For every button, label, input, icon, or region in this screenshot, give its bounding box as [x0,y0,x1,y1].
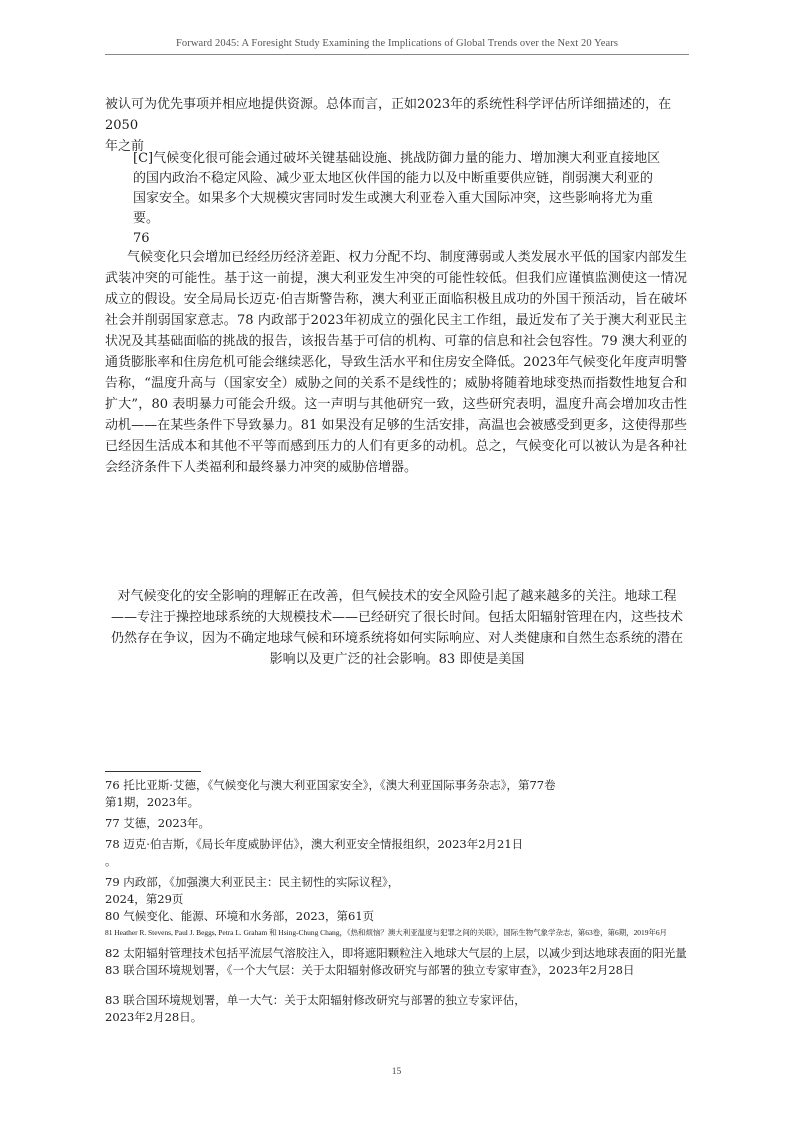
footnote-82 [105,945,765,962]
quote-footnote-ref: 76 [133,231,150,246]
footnotes [105,777,765,1026]
footnote-divider [105,771,201,772]
footnote-81 [105,925,765,941]
footnote-76-line-2: 第1期，2023年。 [105,795,200,809]
footnote-83-line-1: 83 联合国环境规划署，《一个大气层：关于太阳辐射修改研究与部署的独立专家审查》，2023年2月28日 [105,963,635,977]
footnote-83 [105,962,765,979]
footnote-78-line-2: 。 [105,854,117,868]
footnote-80 [105,908,765,925]
footnote-81-line-1: 81 Heather R. Stevens, Paul J. Beggs, Petra L. Graham 和 Hsing-Chung Chang，《热和烦恼？澳大利亚温度与犯罪之间的关联》，国际生物气象学杂志，第63卷，第6期，2019年6月 [105,928,667,937]
running-header: Forward 2045: A Foresight Study Examining the Implications of Global Trends over the Next 20 Years [175,38,619,49]
main-paragraph: 气候变化只会增加已经经历经济差距、权力分配不均、制度薄弱或人类发展水平低的国家内部发生武装冲突的可能性。基于这一前提，澳大利亚发生冲突的可能性较低。但我们应谨慎监测使这一情况成立的假设。安全局局长迈克·伯吉斯警告称，澳大利亚正面临积极且成功的外国干预活动，旨在破坏社会并削弱国家意志。78 内政部于2023年初成立的强化民主工作组，最近发布了关于澳大利亚民主状况及其基础面临的挑战的报告，该报告基于可信的机构、可靠的信息和社会包容性。79 澳大利亚的通货膨胀率和住房危机可能会继续恶化，导致生活水平和住房安全降低。2023年气候变化年度声明警告称，“温度升高与（国家安全）威胁之间的关系不是线性的；威胁将随着地球变热而指数性地复合和扩大”，80 表明暴力可能会升级。这一声明与其他研究一致，这些研究表明，温度升高会增加攻击性动机——在某些条件下导致暴力。81 如果没有足够的生活安排，高温也会被感受到更多，这使得那些已经因生活成本和其他不平等而感到压力的人们有更多的动机。总之，气候变化可以被认为是各种社会经济条件下人类福利和最终暴力冲突的威胁倍增器。 [105,250,687,475]
centered-paragraph: 对气候变化的安全影响的理解正在改善，但气候技术的安全风险引起了越来越多的关注。地球工程——专注于操控地球系统的大规模技术——已经研究了很长时间。包括太阳辐射管理在内，这些技术仍然存在争议，因为不确定地球气候和环境系统将如何实际响应、对人类健康和自然生态系统的潜在影响以及更广泛的社会影响。83 即使是美国 [110,589,683,667]
quote-text: [C]气候变化很可能会通过破坏关键基础设施、挑战防御力量的能力、增加澳大利亚直接地区的国内政治不稳定风险、减少亚太地区伙伴国的能力以及中断重要供应链，削弱澳大利亚的国家安全。如果多个大规模灾害同时发生或澳大利亚卷入重大国际冲突，这些影响将尤为重要。 [133,151,661,226]
footnote-80-line-1: 80 气候变化、能源、环境和水务部，2023，第61页 [105,909,375,923]
footnote-78-line-1: 78 迈克·伯吉斯，《局长年度威胁评估》，澳大利亚安全情报组织，2023年2月21日 [105,837,524,851]
footnote-83-repeat-line-2: 2023年2月28日。 [105,1010,203,1024]
block-quote [133,149,665,249]
header-divider [105,54,689,55]
footnote-76-line-1: 76 托比亚斯·艾德，《气候变化与澳大利亚国家安全》，《澳大利亚国际事务杂志》，第77卷 [105,778,556,792]
footnote-79-line-2: 2024，第29页 [105,892,184,906]
footnote-77-line-1: 77 艾德，2023年。 [105,816,211,830]
intro-paragraph [105,94,687,157]
footnote-83-repeat-line-1: 83 联合国环境规划署，单一大气：关于太阳辐射修改研究与部署的独立专家评估， [105,993,526,1007]
footnote-79 [105,874,765,908]
page-number: 15 [391,1067,402,1077]
intro-line-1: 被认可为优先事项并相应地提供资源。总体而言，正如2023年的系统性科学评估所详细描述的，在2050 [105,97,672,133]
footnote-79-line-1: 79 内政部，《加强澳大利亚民主：民主韧性的实际议程》， [105,875,400,889]
footnote-78 [105,836,765,870]
footnote-82-line-1: 82 太阳辐射管理技术包括平流层气溶胶注入，即将遮阳颗粒注入地球大气层的上层，以减少到达地球表面的阳光量 [105,946,687,960]
footnote-77 [105,815,765,832]
footnote-83-repeat [105,992,765,1026]
footnote-76 [105,777,765,811]
intro-line-2: 年之前 [105,139,145,154]
